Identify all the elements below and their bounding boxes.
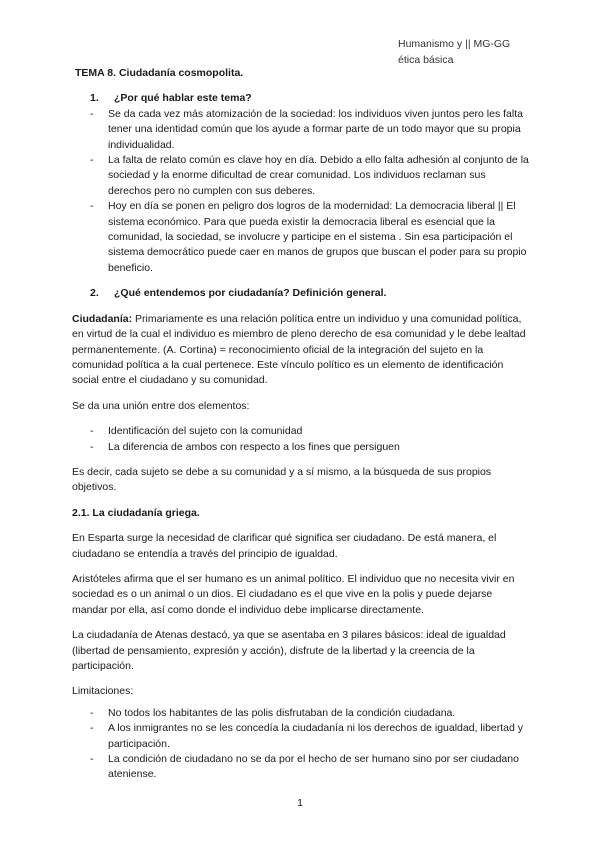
aristotle-paragraph: Aristóteles afirma que el ser humano es un animal político. El individuo que no necesita vivir en sociedad es o un animal o un dios. El ciudadano es el que vive en la polis y puede dejarse mandar por ella, así como donde el individuo debe implicarse directamente. xyxy=(72,572,515,616)
list-item xyxy=(72,752,530,783)
section-2-number: 2. xyxy=(90,287,99,300)
limitations-label: Limitaciones: xyxy=(72,685,134,698)
section-1-list xyxy=(72,107,530,276)
list-item xyxy=(72,153,530,199)
list-item xyxy=(72,199,530,276)
header-line-2: ética básica xyxy=(398,54,454,66)
union-intro: Se da una unión entre dos elementos: xyxy=(72,399,250,412)
list-item-text: Identificación del sujeto con la comunidad xyxy=(108,425,303,438)
dash-bullet: - xyxy=(90,107,94,120)
list-item xyxy=(72,706,530,721)
section-1-title: ¿Por qué hablar este tema? xyxy=(114,92,252,105)
document-title: TEMA 8. Ciudadanía cosmopolita. xyxy=(75,67,244,79)
list-item-text: La diferencia de ambos con respecto a los fines que persiguen xyxy=(108,440,400,453)
section-2-1-heading: 2.1. La ciudadanía griega. xyxy=(72,506,200,519)
list-item-text: No todos los habitantes de las polis disfrutaban de la condición ciudadana. xyxy=(108,706,456,719)
header-line-1: Humanismo y || MG-GG xyxy=(398,38,511,50)
list-item-text: La falta de relato común es clave hoy en día. Debido a ello falta adhesión al conjunto de la sociedad y la enorme dificultad de crear comunidad. Los individuos reclaman sus derechos pero no cumplen con sus deberes. xyxy=(108,154,529,197)
conclusion-paragraph: Es decir, cada sujeto se debe a su comunidad y a sí mismo, a la búsqueda de sus propios objetivos. xyxy=(72,465,492,494)
dash-bullet: - xyxy=(90,425,94,438)
dash-bullet: - xyxy=(90,722,94,735)
definition-text: Primariamente es una relación política entre un individuo y una comunidad política, en virtud de la cual el individuo es miembro de pleno derecho de esa comunidad y le debe lealtad permanentemente. (A. Cortina) = reconocimiento oficial de la integración del sujeto en la comunidad política a la cual pertenece. Este vínculo político es un elemento de identificación social entre el ciudadano y su comunidad. xyxy=(72,312,526,387)
section-1-heading xyxy=(90,91,530,106)
definition-term: Ciudadanía: xyxy=(72,312,133,325)
page-number: 1 xyxy=(297,797,303,809)
union-list xyxy=(72,424,530,455)
dash-bullet: - xyxy=(90,753,94,766)
athens-paragraph: La ciudadanía de Atenas destacó, ya que se asentaba en 3 pilares básicos: ideal de igualdad (libertad de pensamiento, expresión y acción), disfrute de la libertad y la creencia de la participación. xyxy=(72,629,506,672)
section-2-heading xyxy=(90,286,530,301)
page-header xyxy=(398,36,510,68)
limitations-list xyxy=(72,706,530,783)
list-item-text: La condición de ciudadano no se da por el hecho de ser humano sino por ser ciudadano ateniense. xyxy=(108,753,519,781)
dash-bullet: - xyxy=(90,200,94,213)
list-item xyxy=(72,721,530,752)
dash-bullet: - xyxy=(90,440,94,453)
section-2-title: ¿Qué entendemos por ciudadanía? Definición general. xyxy=(114,287,387,300)
section-1-number: 1. xyxy=(90,92,99,105)
document-body xyxy=(72,66,530,783)
dash-bullet: - xyxy=(90,706,94,719)
definition-paragraph xyxy=(72,312,530,389)
list-item-text: Se da cada vez más atomización de la sociedad: los individuos viven juntos pero les falta tener una identidad común que los ayude a formar parte de un todo mayor que su propia individualidad. xyxy=(108,107,523,151)
list-item-text: Hoy en día se ponen en peligro dos logros de la modernidad: La democracia liberal || El sistema económico. Para que pueda existir la democracia liberal es esencial que la comunidad, la sociedad, se involucre y participe en el sistema . Sin esa participación el sistema democrático puede caer en manos de grupos que buscan el poder para su propio beneficio. xyxy=(108,200,527,274)
dash-bullet: - xyxy=(90,154,94,167)
list-item xyxy=(72,440,530,455)
list-item xyxy=(72,107,530,153)
sparta-paragraph: En Esparta surge la necesidad de clarificar qué significa ser ciudadano. De está manera, el ciudadano se entendía a través del principio de igualdad. xyxy=(72,532,497,560)
list-item-text: A los inmigrantes no se les concedía la ciudadanía ni los derechos de igualdad, libertad y participación. xyxy=(108,722,524,750)
list-item xyxy=(72,424,530,439)
